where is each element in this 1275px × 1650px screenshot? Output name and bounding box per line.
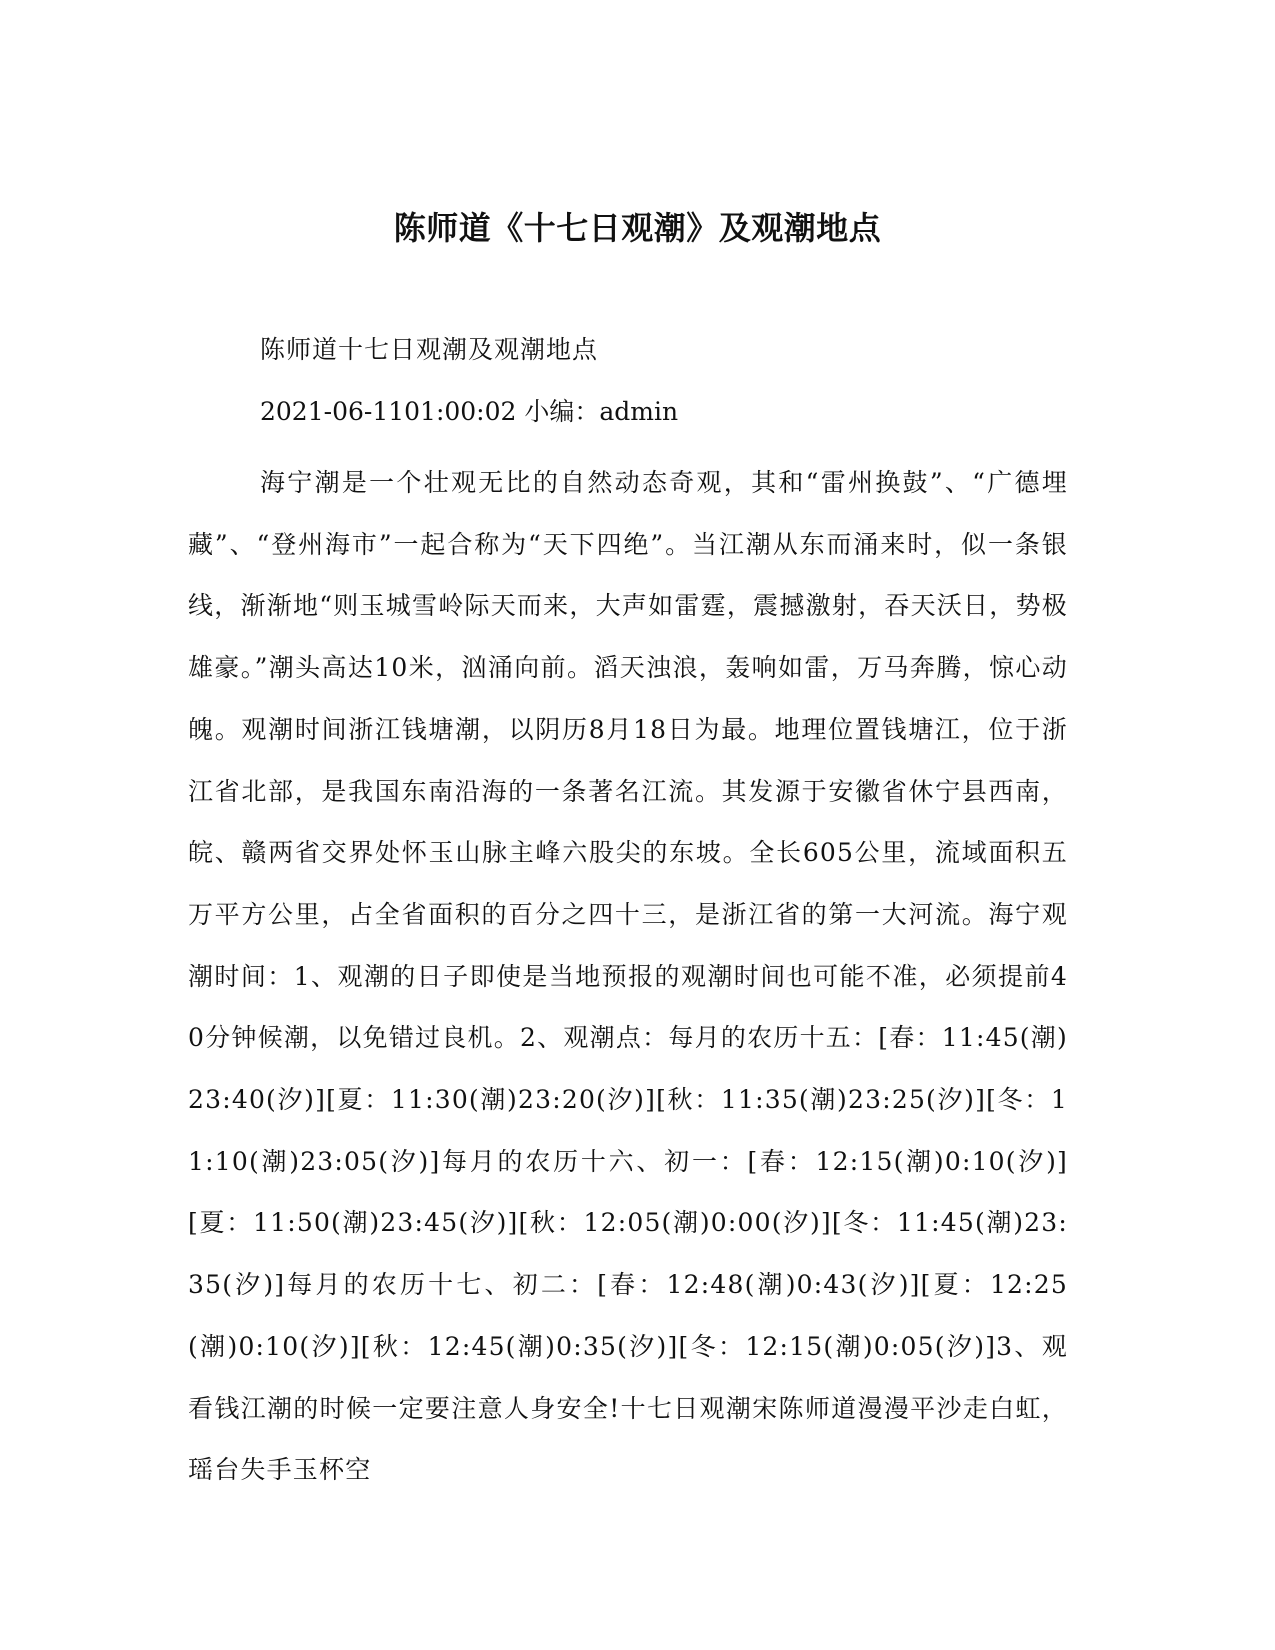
article-dateline: 2021-06-1101:00:02 小编：admin xyxy=(260,397,679,426)
article-body: 海宁潮是一个壮观无比的自然动态奇观，其和“雷州换鼓”、“广德埋藏”、“登州海市”一起合称为“天下四绝”。当江潮从东而涌来时，似一条银线，渐渐地“则玉城雪岭际天而来，大声如雷霆，震撼激射，吞天沃日，势极雄豪。”潮头高达10米，汹涌向前。滔天浊浪，轰响如雷，万马奔腾，惊心动魄。观潮时间浙江钱塘潮，以阴历8月18日为最。地理位置钱塘江，位于浙江省北部，是我国东南沿海的一条著名江流。其发源于安徽省休宁县西南，皖、赣两省交界处怀玉山脉主峰六股尖的东坡。全长605公里，流域面积五万平方公里，占全省面积的百分之四十三，是浙江省的第一大河流。海宁观潮时间：1、观潮的日子即使是当地预报的观潮时间也可能不准，必须提前40分钟候潮，以免错过良机。2、观潮点：每月的农历十五：[春：11:45(潮)23:40(汐)][夏：11:30(潮)23:20(汐)][秋：11:35(潮)23:25(汐)][冬：11:10(潮)23:05(汐)]每月的农历十六、初一：[春：12:15(潮)0:10(汐)][夏：11:50(潮)23:45(汐)][秋：12:05(潮)0:00(汐)][冬：11:45(潮)23:35(汐)]每月的农历十七、初二：[春：12:48(潮)0:43(汐)][夏：12:25(潮)0:10(汐)][秋：12:45(潮)0:35(汐)][冬：12:15(潮)0:05(汐)]3、观看钱江潮的时候一定要注意人身安全!十七日观潮宋陈师道漫漫平沙走白虹，瑶台失手玉杯空 xyxy=(188,468,1068,1485)
article-subtitle: 陈师道十七日观潮及观潮地点 xyxy=(260,335,599,364)
document-title: 陈师道《十七日观潮》及观潮地点 xyxy=(393,209,882,247)
